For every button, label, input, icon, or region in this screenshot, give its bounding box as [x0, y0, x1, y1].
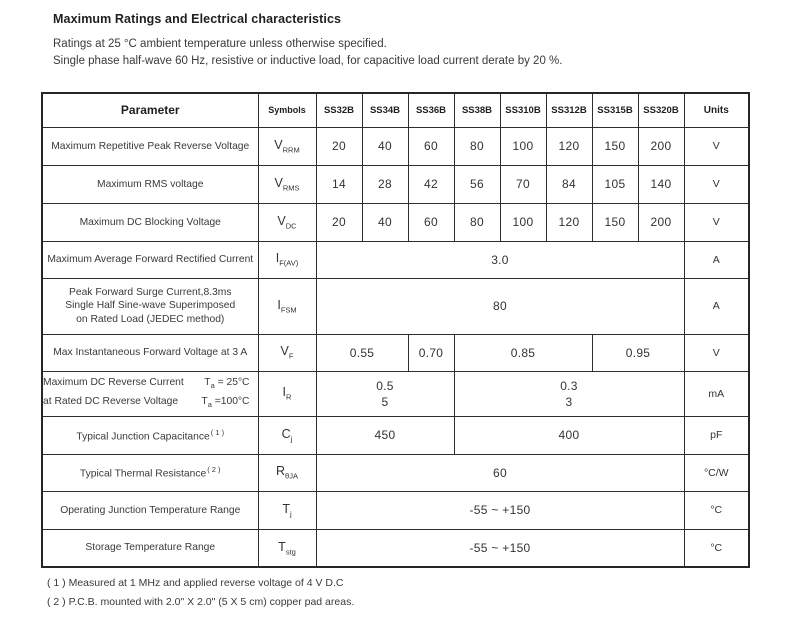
symbol-cell: [258, 371, 316, 416]
row-vrms: [42, 165, 749, 203]
value-cell: 20: [316, 203, 362, 241]
value-cell: 20: [316, 127, 362, 165]
header-row: [42, 93, 749, 127]
value-cell: 60: [408, 127, 454, 165]
symbol-subscript: θJA: [285, 471, 298, 481]
value-cell: 28: [362, 165, 408, 203]
value-cell: 60: [316, 454, 684, 491]
param-line: Single Half Sine-wave Superimposed: [65, 300, 236, 312]
value-cell: 140: [638, 165, 684, 203]
value-cell: 80: [316, 278, 684, 334]
value-cell: 0.55: [316, 334, 408, 371]
value-cell: 40: [362, 127, 408, 165]
symbol-cell: [258, 454, 316, 491]
row-ifsm: [42, 278, 749, 334]
param-cell: Maximum Repetitive Peak Reverse Voltage: [42, 127, 258, 165]
symbol-subscript: F(AV): [279, 258, 299, 268]
row-vrrm: [42, 127, 749, 165]
footnote-1: ( 1 ) Measured at 1 MHz and applied reverse voltage of 4 V D.C: [47, 577, 344, 589]
unit-cell: mA: [684, 371, 749, 416]
symbol-subscript: FSM: [280, 305, 297, 315]
footnote-ref: ( 1 ): [210, 427, 225, 437]
symbol-subscript: j: [290, 434, 293, 444]
col-header-ss36b: SS36B: [408, 93, 454, 127]
symbol-text: T: [278, 539, 286, 554]
row-rthja: [42, 454, 749, 491]
unit-cell: °C: [684, 529, 749, 567]
footnote-ref: ( 2 ): [207, 465, 221, 475]
symbol-subscript: j: [289, 509, 292, 519]
value-line: 5: [381, 394, 389, 409]
row-ir: [42, 371, 749, 416]
row-tstg: [42, 529, 749, 567]
symbol-text: I: [282, 385, 287, 400]
value-cell: 80: [454, 127, 500, 165]
unit-cell: V: [684, 203, 749, 241]
value-cell: 100: [500, 127, 546, 165]
col-header-ss310b: SS310B: [500, 93, 546, 127]
symbol-cell: [258, 203, 316, 241]
symbol-cell: [258, 241, 316, 278]
symbol-text: V: [274, 137, 283, 152]
value-cell: 42: [408, 165, 454, 203]
symbol-subscript: DC: [285, 221, 297, 231]
col-header-symbols: Symbols: [258, 93, 316, 127]
page-title: Maximum Ratings and Electrical characteristics: [53, 12, 342, 26]
condition-text: $T_a = 25^\circ C$: [204, 377, 250, 391]
symbol-text: T: [282, 501, 290, 516]
param-text: Typical Thermal Resistance: [79, 468, 207, 480]
value-cell: [454, 371, 684, 416]
param-cell: Operating Junction Temperature Range: [42, 491, 258, 529]
footnotes: [47, 574, 354, 611]
value-cell: 400: [454, 416, 684, 454]
symbol-subscript: R: [286, 392, 292, 402]
unit-cell: V: [684, 127, 749, 165]
value-cell: 0.85: [454, 334, 592, 371]
param-text: Maximum DC Reverse Current: [43, 377, 184, 389]
symbol-cell: [258, 416, 316, 454]
value-cell: 70: [500, 165, 546, 203]
symbol-cell: [258, 491, 316, 529]
row-cj: [42, 416, 749, 454]
value-cell: 0.95: [592, 334, 684, 371]
symbol-cell: [258, 127, 316, 165]
col-header-ss38b: SS38B: [454, 93, 500, 127]
col-header-ss34b: SS34B: [362, 93, 408, 127]
symbol-text: V: [277, 213, 286, 228]
value-cell: 200: [638, 203, 684, 241]
condition-text: $T_a =100^\circ C$: [201, 395, 250, 409]
param-text: at Rated DC Reverse Voltage: [43, 395, 179, 407]
col-header-units: Units: [684, 93, 749, 127]
value-cell: 120: [546, 127, 592, 165]
symbol-cell: [258, 278, 316, 334]
ratings-table: [41, 92, 750, 568]
value-cell: 150: [592, 203, 638, 241]
row-tj: [42, 491, 749, 529]
unit-cell: °C/W: [684, 454, 749, 491]
param-cell: Storage Temperature Range: [42, 529, 258, 567]
symbol-text: I: [275, 251, 280, 266]
unit-cell: V: [684, 334, 749, 371]
row-vdc: [42, 203, 749, 241]
value-cell: 84: [546, 165, 592, 203]
value-cell: 3.0: [316, 241, 684, 278]
symbol-cell: [258, 334, 316, 371]
param-cell: Maximum RMS voltage: [42, 165, 258, 203]
symbol-text: C: [281, 426, 291, 441]
value-line: 0.3: [560, 378, 578, 393]
value-cell: 14: [316, 165, 362, 203]
row-ifav: [42, 241, 749, 278]
value-cell: 60: [408, 203, 454, 241]
value-cell: -55 ~ +150: [316, 529, 684, 567]
value-cell: 100: [500, 203, 546, 241]
unit-cell: V: [684, 165, 749, 203]
col-header-parameter: Parameter: [42, 93, 258, 127]
symbol-subscript: RMS: [282, 183, 300, 193]
param-cell: Maximum DC Blocking Voltage: [42, 203, 258, 241]
col-header-ss315b: SS315B: [592, 93, 638, 127]
value-cell: 105: [592, 165, 638, 203]
value-cell: 56: [454, 165, 500, 203]
param-cell: Maximum Average Forward Rectified Current: [42, 241, 258, 278]
param-text: Typical Junction Capacitance: [76, 431, 210, 443]
unit-cell: A: [684, 278, 749, 334]
param-cell: Max Instantaneous Forward Voltage at 3 A: [42, 334, 258, 371]
value-cell: 450: [316, 416, 454, 454]
param-cell: [42, 454, 258, 491]
row-vf: [42, 334, 749, 371]
value-line: 3: [565, 394, 573, 409]
param-line: [43, 375, 258, 393]
value-cell: 0.70: [408, 334, 454, 371]
col-header-ss320b: SS320B: [638, 93, 684, 127]
value-cell: -55 ~ +150: [316, 491, 684, 529]
symbol-cell: [258, 529, 316, 567]
param-line: on Rated Load (JEDEC method): [76, 313, 225, 325]
subtitle-line-2: Single phase half-wave 60 Hz, resistive or inductive load, for capacitive load current derate by 20 %.: [53, 55, 563, 67]
value-cell: 150: [592, 127, 638, 165]
subtitle-line-1: Ratings at 25 °C ambient temperature unless otherwise specified.: [53, 38, 387, 50]
param-line: Peak Forward Surge Current,8.3ms: [68, 286, 232, 298]
col-header-ss312b: SS312B: [546, 93, 592, 127]
param-line: [43, 394, 258, 412]
value-cell: 40: [362, 203, 408, 241]
symbol-text: V: [280, 344, 289, 359]
symbol-cell: [258, 165, 316, 203]
value-line: 0.5: [376, 378, 394, 393]
value-cell: 120: [546, 203, 592, 241]
symbol-text: R: [276, 464, 286, 479]
value-cell: 80: [454, 203, 500, 241]
col-header-ss32b: SS32B: [316, 93, 362, 127]
param-cell: [42, 371, 258, 416]
value-cell: [316, 371, 454, 416]
param-cell: [42, 416, 258, 454]
symbol-subscript: RRM: [282, 145, 300, 155]
symbol-subscript: stg: [285, 547, 296, 556]
symbol-text: V: [274, 175, 283, 190]
symbol-subscript: F: [288, 351, 294, 361]
footnote-2: ( 2 ) P.C.B. mounted with 2.0" X 2.0" (5 X 5 cm) copper pad areas.: [47, 595, 355, 608]
unit-cell: pF: [684, 416, 749, 454]
symbol-text: I: [277, 297, 281, 312]
param-cell: [42, 278, 258, 334]
unit-cell: A: [684, 241, 749, 278]
value-cell: 200: [638, 127, 684, 165]
unit-cell: °C: [684, 491, 749, 529]
